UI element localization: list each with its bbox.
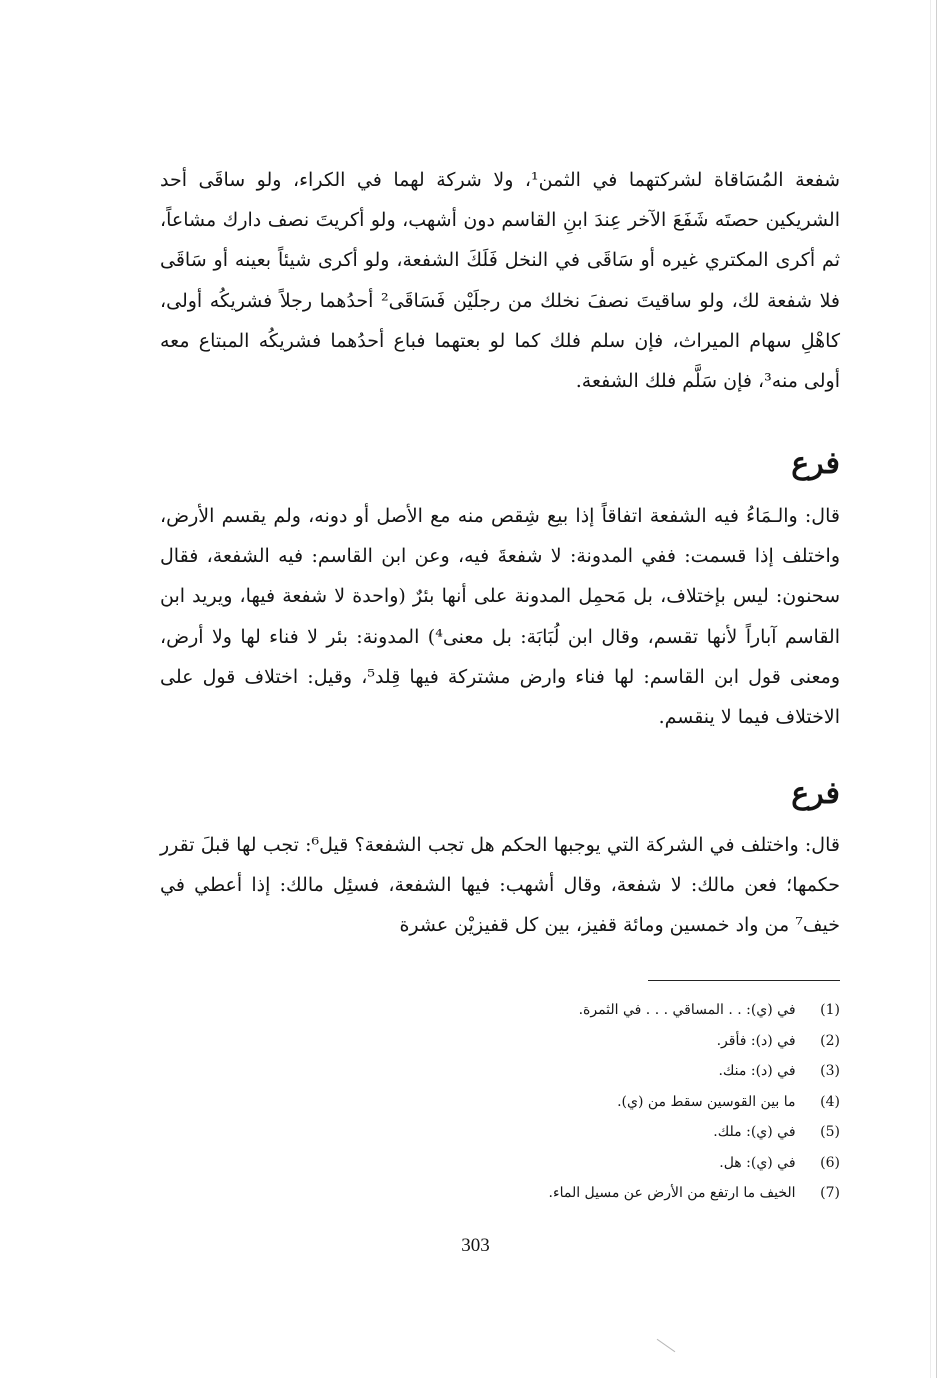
footnote-text: في (د): فأقر. (716, 1032, 796, 1049)
footnote (160, 1117, 840, 1148)
footnote-text: في (د): منك. (718, 1063, 796, 1079)
footnote-text: الخيف ما ارتفع من الأرض عن مسيل الماء. (548, 1185, 796, 1201)
footnote-text: في (ي): . . المساقي . . . في الثمرة. (578, 1002, 796, 1018)
footnote-text: في (ي): هل. (719, 1154, 796, 1171)
footnote-number: (2) (820, 1032, 840, 1049)
footnote (160, 1026, 840, 1057)
paragraph-2-text: قال: والـمَاءُ فيه الشفعة اتفاقاً إذا بيع شِقص منه مع الأصل أو دونه، ولم يقسم الأرض، واختلف إذا قسمت: ففي المدونة: لا شفعةَ فيه، وعن ابن القاسم: فيه الشفعة، فقال سحنون: ليس بإختلاف، بل مَحمِل المدونة على أنها بئرٌ (واحدة لا شفعة فيها، ويريد ابن القاسم آباراً لأنها تقسم، وقال ابن لُبَابَة: بل معنى⁴) المدونة: بئر لا فناء لها ولا أرض، ومعنى قول ابن القاسم: لها فناء وارض مشتركة فيها قِلد⁵، وقيل: اختلاف قول على الاختلاف فيما لا ينقسم. (160, 505, 840, 729)
footnote-number: (3) (820, 1063, 840, 1079)
paragraph-2 (160, 496, 840, 737)
footnote-number: (7) (820, 1185, 840, 1201)
paragraph-3 (160, 825, 840, 946)
footnote-separator (648, 980, 840, 981)
footnote-number: (5) (820, 1124, 840, 1140)
section-heading-2-text: فرع (791, 776, 840, 811)
page-number: 303 (461, 1235, 490, 1256)
section-heading-1-text: فرع (791, 446, 840, 481)
footnote-list (160, 995, 840, 1209)
paragraph-1 (160, 160, 840, 401)
footnote-number: (1) (820, 1002, 840, 1018)
footnote-text: في (ي): ملك. (713, 1124, 796, 1140)
footnote (160, 1148, 840, 1179)
footnote (160, 1087, 840, 1118)
footnote-number: (4) (820, 1093, 840, 1110)
footnote-text: ما بين القوسين سقط من (ي). (617, 1093, 796, 1110)
footnote (160, 995, 840, 1026)
section-heading-2 (160, 772, 840, 816)
paragraph-1-text: شفعة المُسَاقاة لشركتهما في الثمن¹، ولا شركة لهما في الكراء، ولو ساقَى أحد الشريكين حصتَه شَفَعَ الآخر عِندَ ابنِ القاسم دون أشهب، ولو أكريتَ نصف دارك مشاعاً، ثم أكرى المكتري غيره أو سَاقَى في النخل فَلَكَ الشفعة، ولو أكرى شيئاً بعينه أو سَاقَى فلا شفعة لك، ولو ساقيتَ نصفَ نخلك من رجلَيْن فَسَاقَى² أحدُهما رجلاً فشريكُه أولى، كاهْلِ سهام الميراث، فإن سلم فلك كما لو بعتهما فباع أحدُهما فشريكُه المبتاع معه أولى منه³، فإن سَلَّم فلك الشفعة. (160, 169, 840, 393)
page-edge-shadow (930, 0, 931, 1378)
footnote-number: (6) (820, 1154, 840, 1171)
scan-speck (657, 1339, 676, 1352)
footnote (160, 1056, 840, 1087)
section-heading-1 (160, 442, 840, 486)
footnote (160, 1178, 840, 1209)
paragraph-3-text: قال: واختلف في الشركة التي يوجبها الحكم هل تجب الشفعة؟ قيل⁶: تجب لها قبلَ تقرر حكمها؛ فعن مالك: لا شفعة، وقال أشهب: فيها الشفعة، فسئِل مالك: إذا أعطي في خيف⁷ من واد خمسين ومائة قفيز، بين كل قفيزيْن عشرة (160, 834, 840, 937)
page-edge-line (936, 0, 937, 1378)
